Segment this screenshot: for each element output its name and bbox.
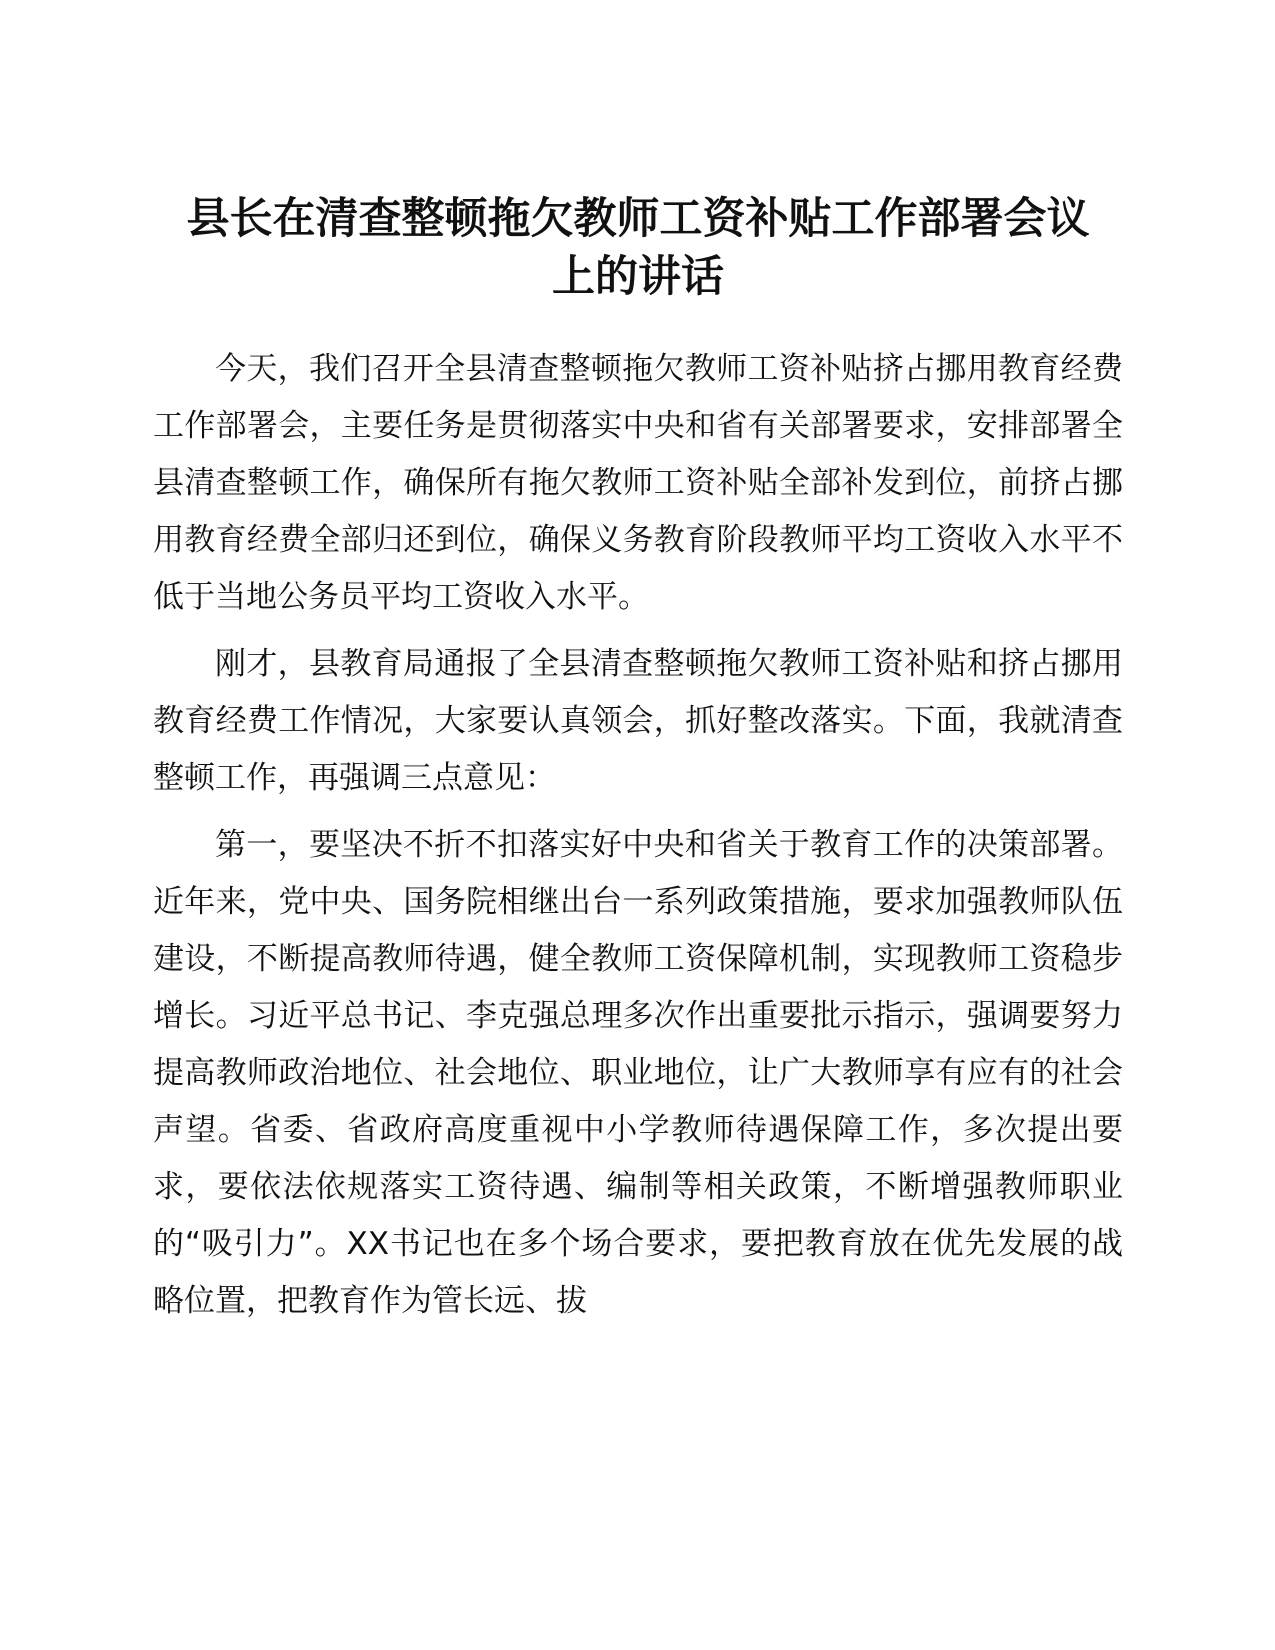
- paragraph-3: 第一，要坚决不折不扣落实好中央和省关于教育工作的决策部署。近年来，党中央、国务院相继出台一系列政策措施，要求加强教师队伍建设，不断提高教师待遇，健全教师工资保障机制，实现教师工资稳步增长。习近平总书记、李克强总理多次作出重要批示指示，强调要努力提高教师政治地位、社会地位、职业地位，让广大教师享有应有的社会声望。省委、省政府高度重视中小学教师待遇保障工作，多次提出要求，要依法依规落实工资待遇、编制等相关政策，不断增强教师职业的“吸引力”。XX书记也在多个场合要求，要把教育放在优先发展的战略位置，把教育作为管长远、拔: [153, 827, 1123, 1319]
- document-title: [153, 190, 1123, 306]
- paragraph-2: 刚才，县教育局通报了全县清查整顿拖欠教师工资补贴和挤占挪用教育经费工作情况，大家要认真领会，抓好整改落实。下面，我就清查整顿工作，再强调三点意见：: [153, 646, 1123, 796]
- document-page: [153, 190, 1123, 1340]
- document-body: [153, 341, 1123, 1330]
- paragraph-1: 今天，我们召开全县清查整顿拖欠教师工资补贴挤占挪用教育经费工作部署会，主要任务是贯彻落实中央和省有关部署要求，安排部署全县清查整顿工作，确保所有拖欠教师工资补贴全部补发到位，前挤占挪用教育经费全部归还到位，确保义务教育阶段教师平均工资收入水平不低于当地公务员平均工资收入水平。: [153, 351, 1123, 615]
- title-line-1: 县长在清查整顿拖欠教师工资补贴工作部署会议: [186, 194, 1090, 244]
- title-line-2: 上的讲话: [552, 252, 724, 302]
